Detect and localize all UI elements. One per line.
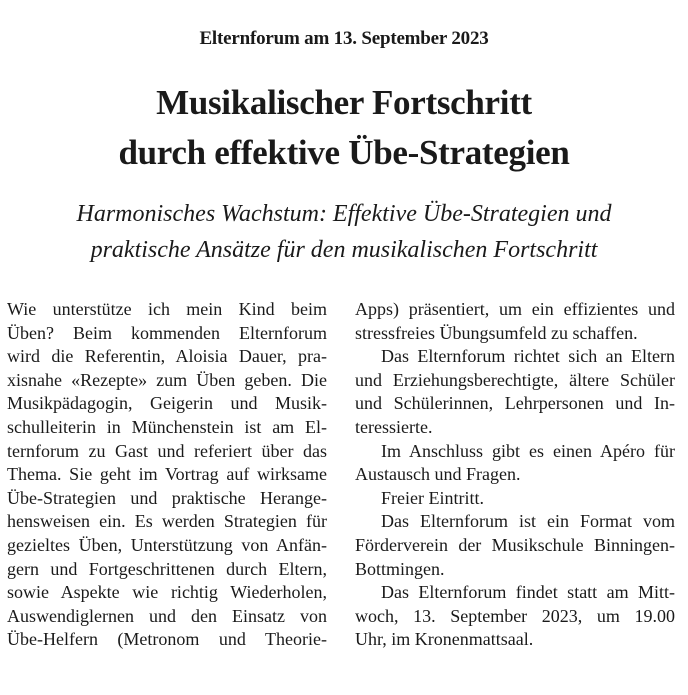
body-text-line: Übe-Helfern (Metronom und Theorie-: [7, 629, 327, 650]
body-column-right: [355, 298, 675, 652]
body-text-line: hensweisen ein. Es werden Strategien für: [7, 511, 327, 532]
body-text-line: wird die Referentin, Aloisia Dauer, pra-: [7, 346, 327, 367]
body-text-line: Uhr, im Kronenmattsaal.: [355, 629, 534, 650]
body-text-line: Freier Eintritt.: [381, 487, 484, 508]
body-text-line: Übe-Strategien und praktische Herange-: [7, 487, 327, 508]
subtitle: [0, 196, 688, 268]
subtitle-line: Harmonisches Wachstum: Effektive Übe-Strategien und: [76, 201, 612, 227]
body-text-line: sowie Aspekte wie richtig Wiederholen,: [7, 582, 327, 603]
body-column-left: [7, 298, 327, 652]
body-text-line: Das Elternforum richtet sich an Eltern: [381, 346, 675, 367]
body-text-line: Förderverein der Musikschule Binningen-: [355, 534, 675, 555]
body-text-line: schulleiterin in Münchenstein ist am El-: [7, 416, 327, 437]
body-text-line: Apps) präsentiert, um ein effizientes und: [355, 299, 675, 319]
body-text-line: Das Elternforum ist ein Format vom: [381, 511, 675, 532]
body-text-line: ternforum zu Gast und referiert über das: [7, 440, 327, 461]
body-text-line: woch, 13. September 2023, um 19.00: [355, 605, 675, 626]
body-text-line: Bottmingen.: [355, 558, 445, 579]
body-text-line: Musikpädagogin, Geigerin und Musik-: [7, 393, 327, 414]
body-text-line: teressierte.: [355, 416, 433, 437]
headline: [0, 78, 688, 178]
body-text-line: Wie unterstütze ich mein Kind beim: [7, 299, 327, 319]
headline-line: durch effektive Übe-Strategien: [118, 133, 570, 172]
subtitle-line: praktische Ansätze für den musikalischen Fortschritt: [90, 237, 598, 263]
body-text-line: und Erziehungsberechtigte, ältere Schüler: [355, 369, 675, 390]
body-text-line: gern und Fortgeschrittenen durch Eltern,: [7, 558, 327, 579]
body-text-line: Im Anschluss gibt es einen Apéro für: [381, 440, 675, 461]
headline-line: Musikalischer Fortschritt: [156, 83, 532, 122]
body-text-line: und Schülerinnen, Lehrpersonen und In-: [355, 393, 675, 414]
body-text-line: Austausch und Fragen.: [355, 464, 521, 485]
body-text-line: Auswendiglernen und den Einsatz von: [7, 605, 327, 626]
body-text-line: stressfreies Übungsumfeld zu schaffen.: [355, 322, 638, 343]
body-text-line: Thema. Sie geht im Vortrag auf wirksame: [7, 464, 327, 485]
body-text-line: Das Elternforum findet statt am Mitt-: [381, 582, 675, 603]
body-text-line: Üben? Beim kommenden Elternforum: [7, 322, 327, 343]
event-kicker: Elternforum am 13. September 2023: [199, 28, 489, 49]
body-text-line: gezieltes Üben, Unterstützung von Anfän-: [7, 534, 327, 555]
body-text-line: xisnahe «Rezepte» zum Üben geben. Die: [7, 369, 327, 390]
